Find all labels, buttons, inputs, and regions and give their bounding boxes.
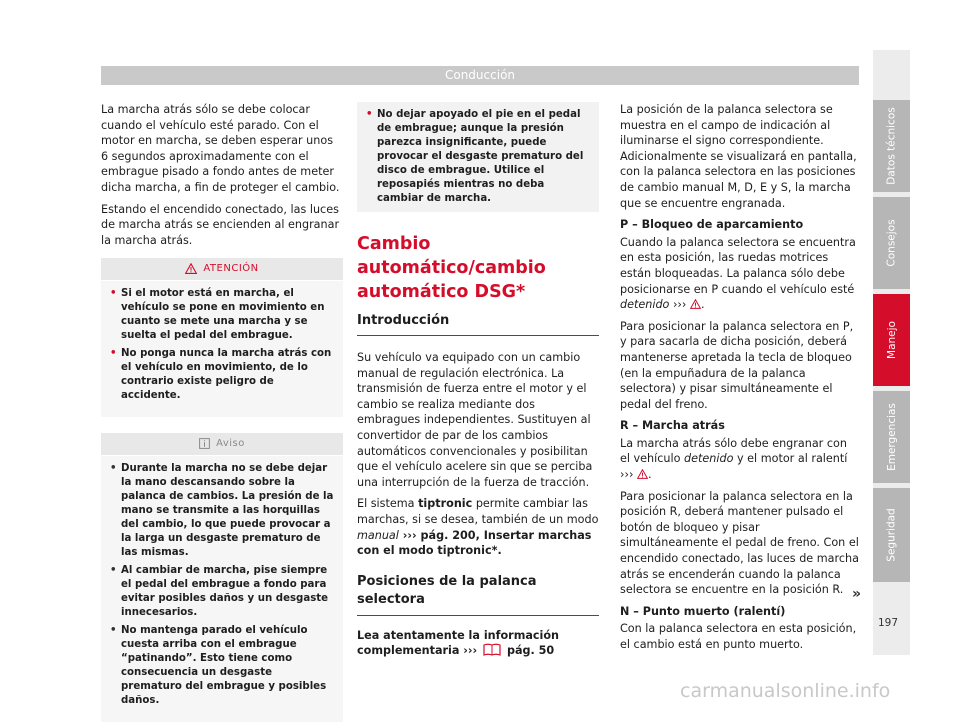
paragraph: Con la palanca selectora en esta posición, el cambio está en punto muerto. (620, 622, 857, 651)
paragraph-heading: N – Punto muerto (ralentí) (620, 604, 786, 618)
paragraph: Para posicionar la palanca selectora en la posición R, deberá mantener pulsado el botón de bloqueo y pisar simultáneamente el pedal de freno. Con el encendido conectado, las luces de marcha atrás se encenderán cuando la palanca selectora se encuentre en la posición R. (620, 489, 859, 597)
paragraph-heading: R – Marcha atrás (620, 419, 725, 433)
list-item: • No mantenga parado el vehículo cuesta arriba con el embrague “patinando”. Esto tiene como consecuencia un desgaste prematuro del embrague y posibles daños. (110, 624, 334, 708)
tab-label: Emergencias (885, 403, 898, 471)
list-item: • Al cambiar de marcha, pise siempre el pedal del embrague a fondo para evitar posibles daños y un desgaste innecesarios. (110, 564, 334, 620)
paragraph (357, 628, 599, 659)
tab-consejos[interactable] (873, 197, 910, 289)
column-3 (620, 102, 860, 659)
note-body (101, 456, 343, 722)
divider (357, 335, 599, 336)
list-item: • Durante la marcha no se debe dejar la mano descansando sobre la palanca de cambios. La presión de la mano se transmite a las horquillas del cambio, lo que puede provocar a la larga un desgaste prematuro de las mismas. (110, 462, 334, 560)
note-title: Aviso (216, 438, 245, 450)
watermark: carmanualsonline.info (680, 680, 891, 702)
warning-header (101, 258, 343, 281)
paragraph: La marcha atrás sólo se debe colocar cuando el vehículo esté parado. Con el motor en marcha, se deben esperar unos 6 segundos aproximadamente con el embrague pisado a fondo antes de meter dicha marcha, a fin de proteger el cambio. (101, 103, 340, 194)
warning-triangle-icon (637, 469, 648, 479)
paragraph: La posición de la palanca selectora se muestra en el campo de indicación al iluminarse el signo correspondiente. Adicionalmente se visualizará en pantalla, con la palanca selectora en las posiciones de cambio manual M, D, E y S, la marcha que se encuentre engranada. (620, 103, 857, 210)
info-icon (199, 438, 210, 449)
section-title: Cambio automático/cambio automático DSG* (357, 234, 546, 302)
cross-reference-link[interactable]: pág. 50 (503, 644, 555, 658)
divider (357, 615, 599, 616)
book-icon (483, 643, 501, 656)
tab-seguridad[interactable] (873, 488, 910, 582)
text-span: tiptronic (418, 497, 473, 511)
cross-reference-link[interactable]: ››› (669, 298, 690, 312)
text-span: detenido (620, 298, 670, 312)
note-header (101, 433, 343, 456)
text-span: La marcha atrás sólo debe engranar con el vehículo (620, 436, 847, 466)
paragraph: Estando el encendido conectado, las luces de marcha atrás se encienden al engranar la marcha atrás. (101, 202, 340, 247)
cross-reference-link[interactable]: y el motor al ralentí ››› (620, 452, 848, 482)
page-number: 197 (878, 617, 899, 629)
paragraph: Su vehículo va equipado con un cambio manual de regulación electrónica. La transmisión de fuerza entre el motor y el cambio se realiza mediante dos embragues independientes. Sustituyen al convertidor de par de los cambios automáticos convencionales y posibilitan que el vehículo acelere sin que se perciba una interrupción de la fuerza de tracción. (357, 351, 593, 489)
tab-manejo[interactable] (873, 294, 910, 386)
paragraph-heading: P – Bloqueo de aparcamiento (620, 218, 804, 232)
paragraph: La marcha atrás sólo debe engranar con el vehículo detenido y el motor al ralentí ››› . (620, 436, 848, 482)
continue-mark: » (852, 586, 862, 602)
paragraph: Para posicionar la palanca selectora en P, y para sacarla de dicha posición, deberá mantenerse apretada la tecla de bloqueo (en la empuñadura de la palanca selectora) y pisar simultáneamente el pedal del freno. (620, 319, 854, 411)
section-header: Conducción (101, 66, 859, 85)
column-1 (101, 102, 343, 722)
text-span: detenido (684, 452, 734, 466)
text-span: Cuando la palanca selectora se encuentra en esta posición, las ruedas motrices están bloqueadas. La palanca sólo debe posicionarse en P cuando el vehículo esté (620, 235, 856, 296)
list-item: • No dejar apoyado el pie en el pedal de embrague; aunque la presión parezca insignificante, puede provocar el desgaste prematuro del disco de embrague. Utilice el reposapiés mientras no deba cambiar de marcha. (366, 108, 590, 206)
warning-box (101, 258, 343, 417)
tab-datos-tecnicos[interactable] (873, 100, 910, 192)
subsection-title: Posiciones de la palanca selectora (357, 573, 537, 607)
tab-label: Consejos (885, 219, 898, 267)
tab-emergencias[interactable] (873, 391, 910, 483)
warning-title: ATENCIÓN (203, 263, 259, 275)
warning-continuation (357, 102, 599, 212)
tab-label: Seguridad (885, 508, 898, 562)
text-span: El sistema (357, 497, 419, 511)
column-2 (357, 102, 599, 665)
subsection-title: Introducción (357, 313, 450, 328)
cross-reference-link[interactable]: ››› pág. 200, Insertar marchas con el modo tiptronic*. (357, 528, 592, 558)
text-span: Lea atentamente la información complementaria ››› (357, 628, 560, 658)
warning-triangle-icon (185, 263, 197, 274)
tab-label: Datos técnicos (885, 107, 898, 185)
list-item: • No ponga nunca la marcha atrás con el vehículo en movimiento, de lo contrario existe peligro de accidente. (110, 347, 334, 403)
tab-label: Manejo (885, 321, 898, 359)
warning-triangle-icon (690, 299, 701, 309)
warning-body (101, 281, 343, 417)
paragraph: Cuando la palanca selectora se encuentra en esta posición, las ruedas motrices están bloqueadas. La palanca sólo debe posicionarse en P cuando el vehículo esté detenido ››› . (620, 235, 856, 312)
paragraph (357, 496, 599, 558)
text-span: permite cambiar las marchas, si se desea, también de un modo (357, 497, 599, 526)
list-item: • Si el motor está en marcha, el vehículo se pone en movimiento en cuanto se mete una marcha y se suelta el pedal del embrague. (110, 287, 334, 343)
note-box (101, 433, 343, 722)
text-span: manual (357, 528, 399, 542)
